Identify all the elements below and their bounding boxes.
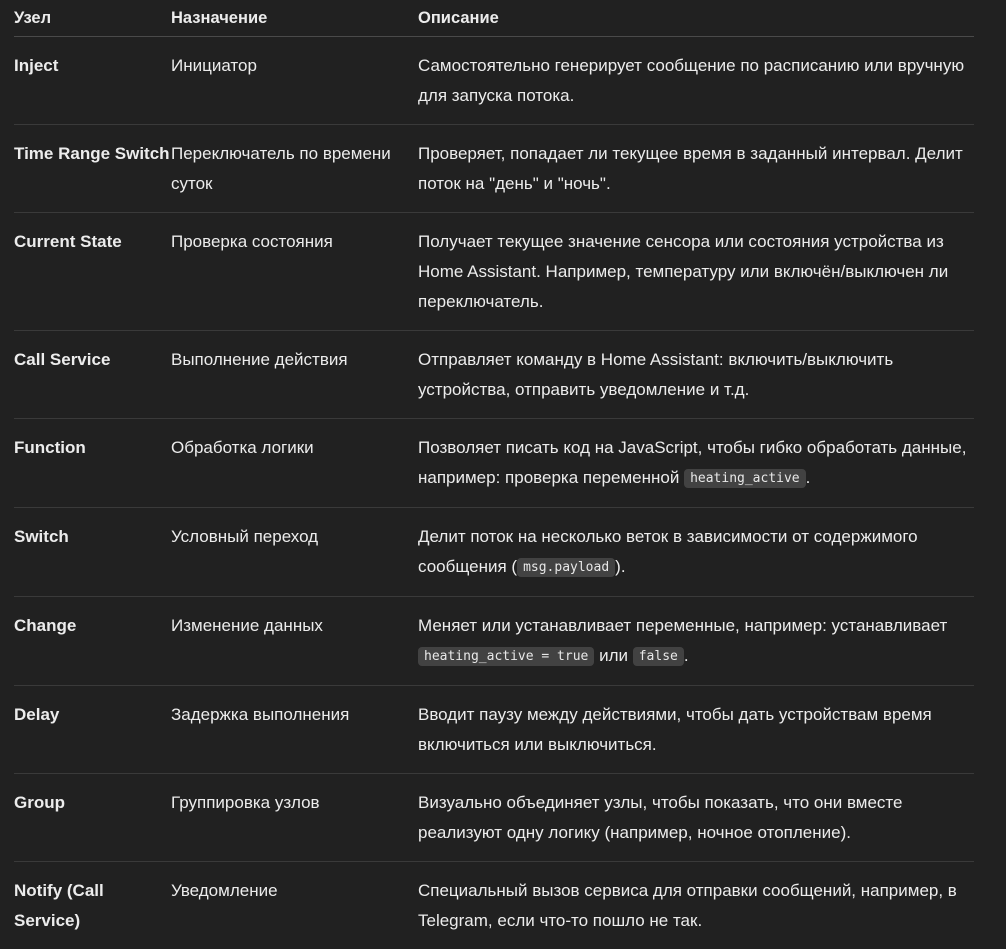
table-row [14, 419, 974, 508]
table-row [14, 862, 974, 949]
table-header [14, 0, 974, 37]
table-row [14, 686, 974, 774]
description-text: ). [615, 557, 626, 576]
node-name-cell: Group [14, 793, 65, 812]
node-name-cell: Current State [14, 232, 122, 251]
node-purpose-cell: Задержка выполнения [171, 705, 350, 724]
header-description: Описание [418, 9, 499, 27]
node-name-cell: Time Range Switch [14, 144, 170, 163]
node-description-cell [418, 37, 974, 124]
node-purpose-cell: Изменение данных [171, 616, 323, 635]
description-text: Делит поток на несколько веток в зависимости от содержимого сообщения ( [418, 527, 918, 576]
node-purpose-cell: Условный переход [171, 527, 319, 546]
description-text: Отправляет команду в Home Assistant: включить/выключить устройства, отправить уведомление и т.д. [418, 350, 894, 399]
node-purpose-cell: Обработка логики [171, 438, 314, 457]
node-description-cell [418, 331, 974, 418]
node-name-cell: Inject [14, 56, 59, 75]
node-name-cell: Switch [14, 527, 69, 546]
node-purpose-cell: Переключатель по времени суток [171, 144, 391, 193]
node-name-cell: Function [14, 438, 86, 457]
node-description-cell [418, 597, 974, 685]
description-text: Проверяет, попадает ли текущее время в заданный интервал. Делит поток на "день" и "ночь". [418, 144, 963, 193]
header-purpose: Назначение [171, 9, 268, 27]
table-row [14, 508, 974, 597]
description-text: или [594, 646, 633, 665]
table-body [14, 37, 974, 949]
description-text: Меняет или устанавливает переменные, например: устанавливает [418, 616, 948, 635]
table-row [14, 331, 974, 419]
table-row [14, 125, 974, 213]
inline-code: heating_active = true [418, 647, 594, 666]
inline-code: false [633, 647, 684, 666]
node-purpose-cell: Группировка узлов [171, 793, 320, 812]
node-purpose-cell: Проверка состояния [171, 232, 333, 251]
node-purpose-cell: Уведомление [171, 881, 278, 900]
node-description-cell [418, 508, 974, 596]
table-row [14, 774, 974, 862]
description-text: Самостоятельно генерирует сообщение по расписанию или вручную для запуска потока. [418, 56, 965, 105]
table-row [14, 37, 974, 125]
description-text: . [805, 468, 811, 487]
table-row [14, 597, 974, 686]
header-node: Узел [14, 9, 52, 27]
description-text: Получает текущее значение сенсора или состояния устройства из Home Assistant. Например, температуру или включён/выключен ли переключатель. [418, 232, 949, 311]
node-description-cell [418, 686, 974, 773]
description-text: Позволяет писать код на JavaScript, чтобы гибко обработать данные, например: проверка переменной [418, 438, 967, 487]
node-description-cell [418, 419, 974, 507]
node-description-cell [418, 125, 974, 212]
node-purpose-cell: Инициатор [171, 56, 257, 75]
description-text: Визуально объединяет узлы, чтобы показать, что они вместе реализуют одну логику (например, ночное отопление). [418, 793, 903, 842]
node-name-cell: Notify (Call Service) [14, 881, 104, 930]
description-text: Вводит паузу между действиями, чтобы дать устройствам время включиться или выключиться. [418, 705, 932, 754]
node-description-cell [418, 862, 974, 949]
node-description-cell [418, 774, 974, 861]
table-row [14, 213, 974, 331]
inline-code: heating_active [684, 469, 806, 488]
description-text: Специальный вызов сервиса для отправки сообщений, например, в Telegram, если что-то пошло не так. [418, 881, 957, 930]
node-description-cell [418, 213, 974, 330]
node-purpose-cell: Выполнение действия [171, 350, 348, 369]
node-name-cell: Change [14, 616, 77, 635]
node-name-cell: Delay [14, 705, 60, 724]
node-name-cell: Call Service [14, 350, 111, 369]
description-text: . [683, 646, 689, 665]
inline-code: msg.payload [517, 558, 615, 577]
nodes-table [14, 0, 974, 949]
